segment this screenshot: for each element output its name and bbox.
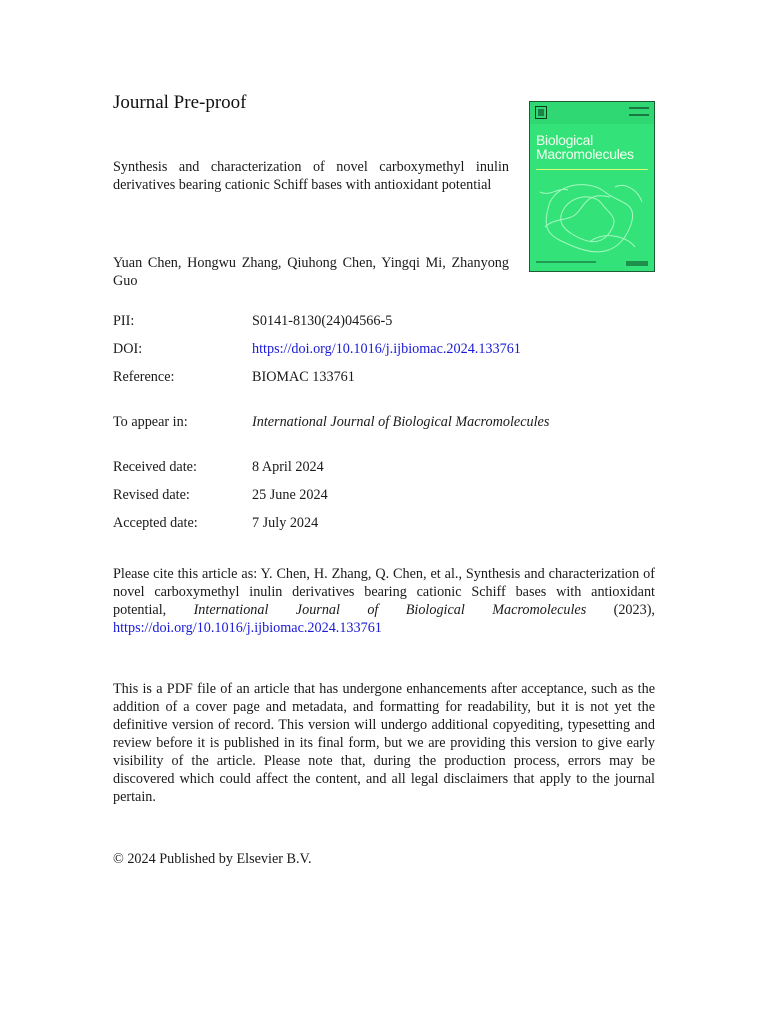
cover-journal-name-line2: Macromolecules: [536, 146, 634, 162]
citation-paragraph: [113, 565, 655, 637]
cover-journal-name: [536, 133, 652, 161]
article-title: Synthesis and characterization of novel carboxymethyl inulin derivatives bearing cationic Schiff bases with antioxidant potential: [113, 159, 509, 193]
citation-text: Please cite this article as: Y. Chen, H. Zhang, Q. Chen, et al., Synthesis and characterization of novel carboxymethyl inulin derivatives bearing cationic Schiff bases with antioxidant potential,: [113, 566, 655, 618]
doi-link[interactable]: https://doi.org/10.1016/j.ijbiomac.2024.133761: [252, 341, 521, 357]
copyright-notice: © 2024 Published by Elsevier B.V.: [113, 851, 312, 867]
citation-journal: International Journal of Biological Macromolecules: [193, 602, 587, 618]
doi-label: DOI:: [113, 341, 143, 357]
pii-value: S0141-8130(24)04566-5: [252, 313, 393, 329]
journal-pre-proof-heading: Journal Pre-proof: [113, 92, 247, 113]
accepted-date-value: 7 July 2024: [252, 515, 319, 531]
cover-rule: [536, 169, 648, 170]
article-authors: Yuan Chen, Hongwu Zhang, Qiuhong Chen, Yingqi Mi, Zhanyong Guo: [113, 255, 509, 289]
reference-value: BIOMAC 133761: [252, 369, 355, 385]
cover-bottom-text: [536, 261, 596, 263]
disclaimer-paragraph: This is a PDF file of an article that has undergone enhancements after acceptance, such as the addition of a cover page and metadata, and formatting for readability, but it is not yet the definitive version of record. This version will undergo additional copyediting, typesetting and review before it is published in its final form, but we are providing this version to give early visibility of the article. Please note that, during the production process, errors may be discovered which could affect the content, and all legal disclaimers that apply to the journal pertain.: [113, 681, 655, 805]
received-date-label: Received date:: [113, 459, 197, 475]
reference-label: Reference:: [113, 369, 175, 385]
to-appear-in-value: International Journal of Biological Macromolecules: [252, 414, 550, 430]
cover-molecule-illustration: [530, 172, 655, 262]
cover-publisher-logo: [626, 261, 648, 266]
revised-date-value: 25 June 2024: [252, 487, 328, 503]
to-appear-in-label: To appear in:: [113, 414, 188, 430]
cover-issn-mark: [629, 107, 649, 116]
pii-label: PII:: [113, 313, 135, 329]
citation-year: (2023),: [586, 602, 655, 618]
revised-date-label: Revised date:: [113, 487, 190, 503]
elsevier-logo-icon: [535, 106, 547, 119]
citation-doi-link[interactable]: https://doi.org/10.1016/j.ijbiomac.2024.133761: [113, 620, 382, 636]
received-date-value: 8 April 2024: [252, 459, 324, 475]
accepted-date-label: Accepted date:: [113, 515, 198, 531]
journal-cover-image: [529, 101, 655, 272]
cover-journal-name-line1: Biological: [536, 132, 593, 148]
